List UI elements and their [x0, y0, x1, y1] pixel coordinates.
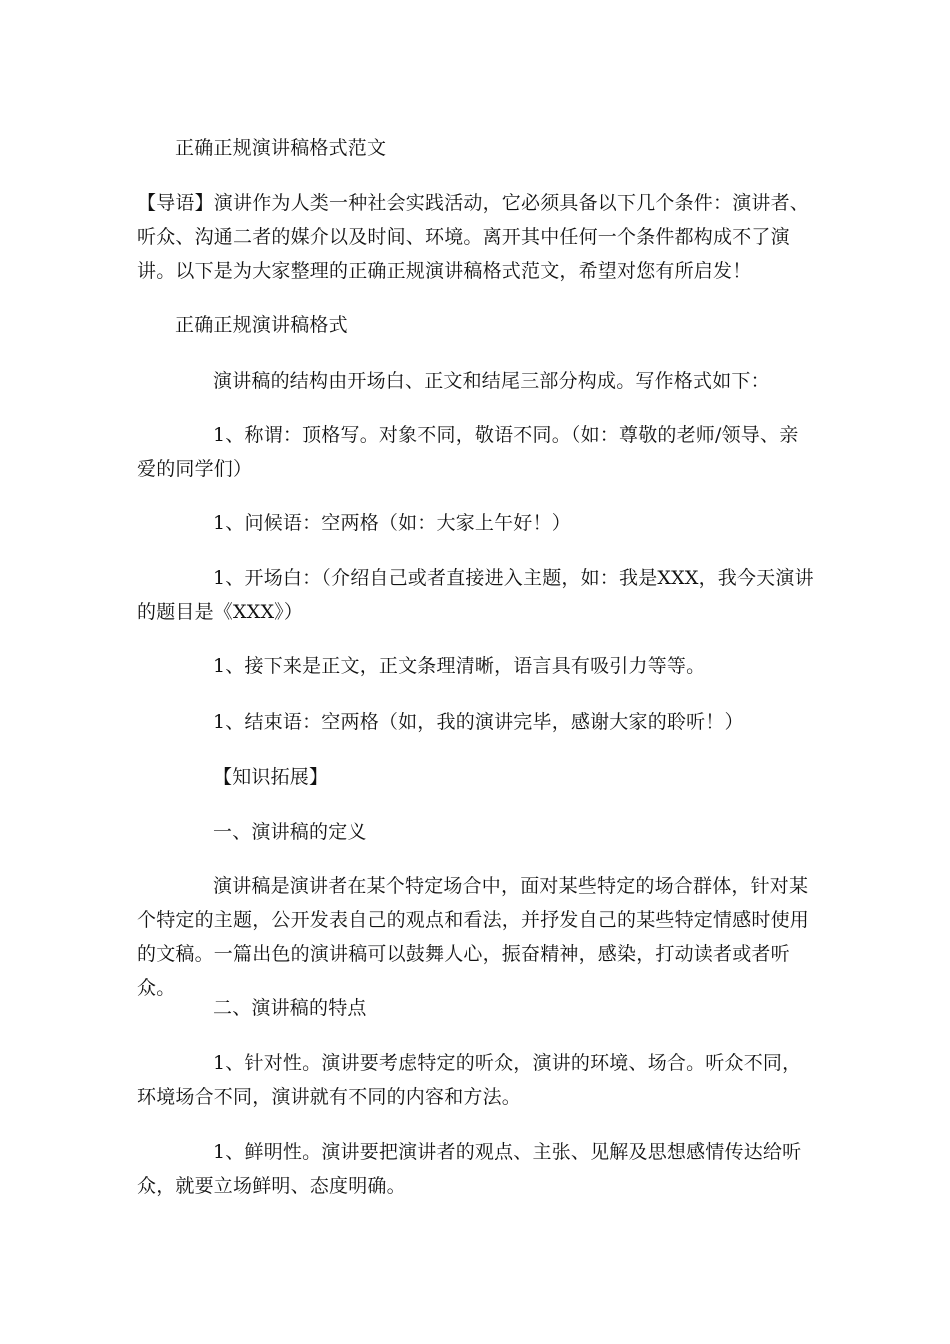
item-address: 1、称谓：顶格写。对象不同，敬语不同。（如：尊敬的老师/领导、亲爱的同学们）	[137, 424, 799, 480]
document-title: 正确正规演讲稿格式范文	[175, 137, 387, 159]
feature-distinct: 1、鲜明性。演讲要把演讲者的观点、主张、见解及思想感情传达给听众，就要立场鲜明、态度明确。	[137, 1141, 802, 1197]
definition-paragraph: 演讲稿是演讲者在某个特定场合中，面对某些特定的场合群体，针对某个特定的主题，公开发表自己的观点和看法，并抒发自己的某些特定情感时使用的文稿。一篇出色的演讲稿可以鼓舞人心，振奋精神，感染，打动读者或者听众。	[137, 875, 810, 999]
item-opening: 1、开场白：（介绍自己或者直接进入主题，如：我是XXX，我今天演讲的题目是《XXX》）	[137, 567, 814, 623]
knowledge-heading: 【知识拓展】	[213, 766, 329, 788]
item-closing: 1、结束语：空两格（如，我的演讲完毕，感谢大家的聆听！）	[213, 711, 744, 733]
item-body: 1、接下来是正文，正文条理清晰，语言具有吸引力等等。	[213, 655, 706, 677]
definition-heading: 一、演讲稿的定义	[213, 821, 367, 843]
feature-targeted: 1、针对性。演讲要考虑特定的听众，演讲的环境、场合。听众不同，环境场合不同，演讲就有不同的内容和方法。	[137, 1052, 802, 1108]
intro-paragraph: 【导语】演讲作为人类一种社会实践活动，它必须具备以下几个条件：演讲者、听众、沟通二者的媒介以及时间、环境。离开其中任何一个条件都构成不了演讲。以下是为大家整理的正确正规演讲稿格式范文，希望对您有所启发！	[137, 192, 810, 282]
section-heading: 正确正规演讲稿格式	[175, 314, 348, 336]
structure-paragraph: 演讲稿的结构由开场白、正文和结尾三部分构成。写作格式如下：	[213, 370, 770, 392]
item-greeting: 1、问候语：空两格（如：大家上午好！）	[213, 512, 571, 534]
features-heading: 二、演讲稿的特点	[213, 997, 367, 1019]
